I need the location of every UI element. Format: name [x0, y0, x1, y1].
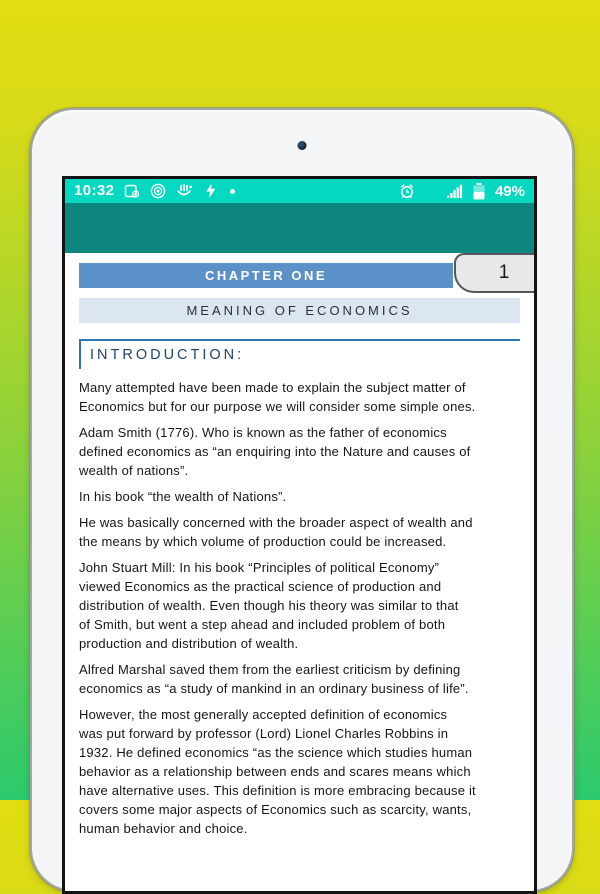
paragraph: However, the most generally accepted definition of economics was put forward by professor (Lord) Lionel Charles Robbins in 1932. He defined economics “as the science which studies human behavior as a relationship between ends and scares means which have alternative uses. This definition is more embracing because it covers some major aspects of Economics such as scarcity, wants, human behavior and choice.	[79, 707, 476, 836]
paragraph: John Stuart Mill: In his book “Principles of political Economy” viewed Economics as the practical science of production and distribution of wealth. Even though his theory was similar to that of Smith, but went a step ahead and included problem of both production and distribution of wealth.	[79, 560, 459, 651]
page-number: 1	[498, 262, 510, 283]
paragraph: In his book “the wealth of Nations”.	[79, 489, 287, 504]
tablet-device-frame	[30, 108, 574, 892]
battery-percent: 49%	[494, 182, 525, 200]
page-title: MEANING OF ECONOMICS	[79, 298, 520, 323]
app-header-bar	[65, 203, 534, 253]
cast-icon	[124, 183, 140, 199]
device-screen	[62, 176, 537, 894]
chapter-heading: CHAPTER ONE	[79, 263, 453, 288]
document-page[interactable]	[65, 253, 534, 838]
clock-time: 10:32	[74, 182, 115, 199]
status-bar	[65, 179, 534, 203]
charging-icon	[203, 183, 217, 199]
chapter-row	[79, 253, 520, 291]
battery-icon	[473, 183, 485, 200]
front-camera-icon	[298, 141, 307, 150]
alarm-icon	[399, 183, 415, 199]
notification-dot-icon	[230, 189, 235, 194]
paragraph: Alfred Marshal saved them from the earliest criticism by defining economics as “a study of mankind in an ordinary business of life”.	[79, 662, 469, 696]
paragraph: Adam Smith (1776). Who is known as the father of economics defined economics as “an enquiring into the Nature and causes of wealth of nations”.	[79, 425, 471, 478]
signal-icon	[447, 184, 463, 198]
paragraph: Many attempted have been made to explain the subject matter of Economics but for our purpose we will consider some simple ones.	[79, 380, 476, 414]
paragraph: He was basically concerned with the broader aspect of wealth and the means by which volume of production could be increased.	[79, 515, 473, 549]
page-number-tab[interactable]	[454, 253, 534, 293]
hotspot-icon	[150, 183, 166, 199]
document-body	[79, 378, 520, 838]
section-heading: INTRODUCTION:	[79, 339, 520, 369]
gesture-icon	[176, 183, 193, 199]
